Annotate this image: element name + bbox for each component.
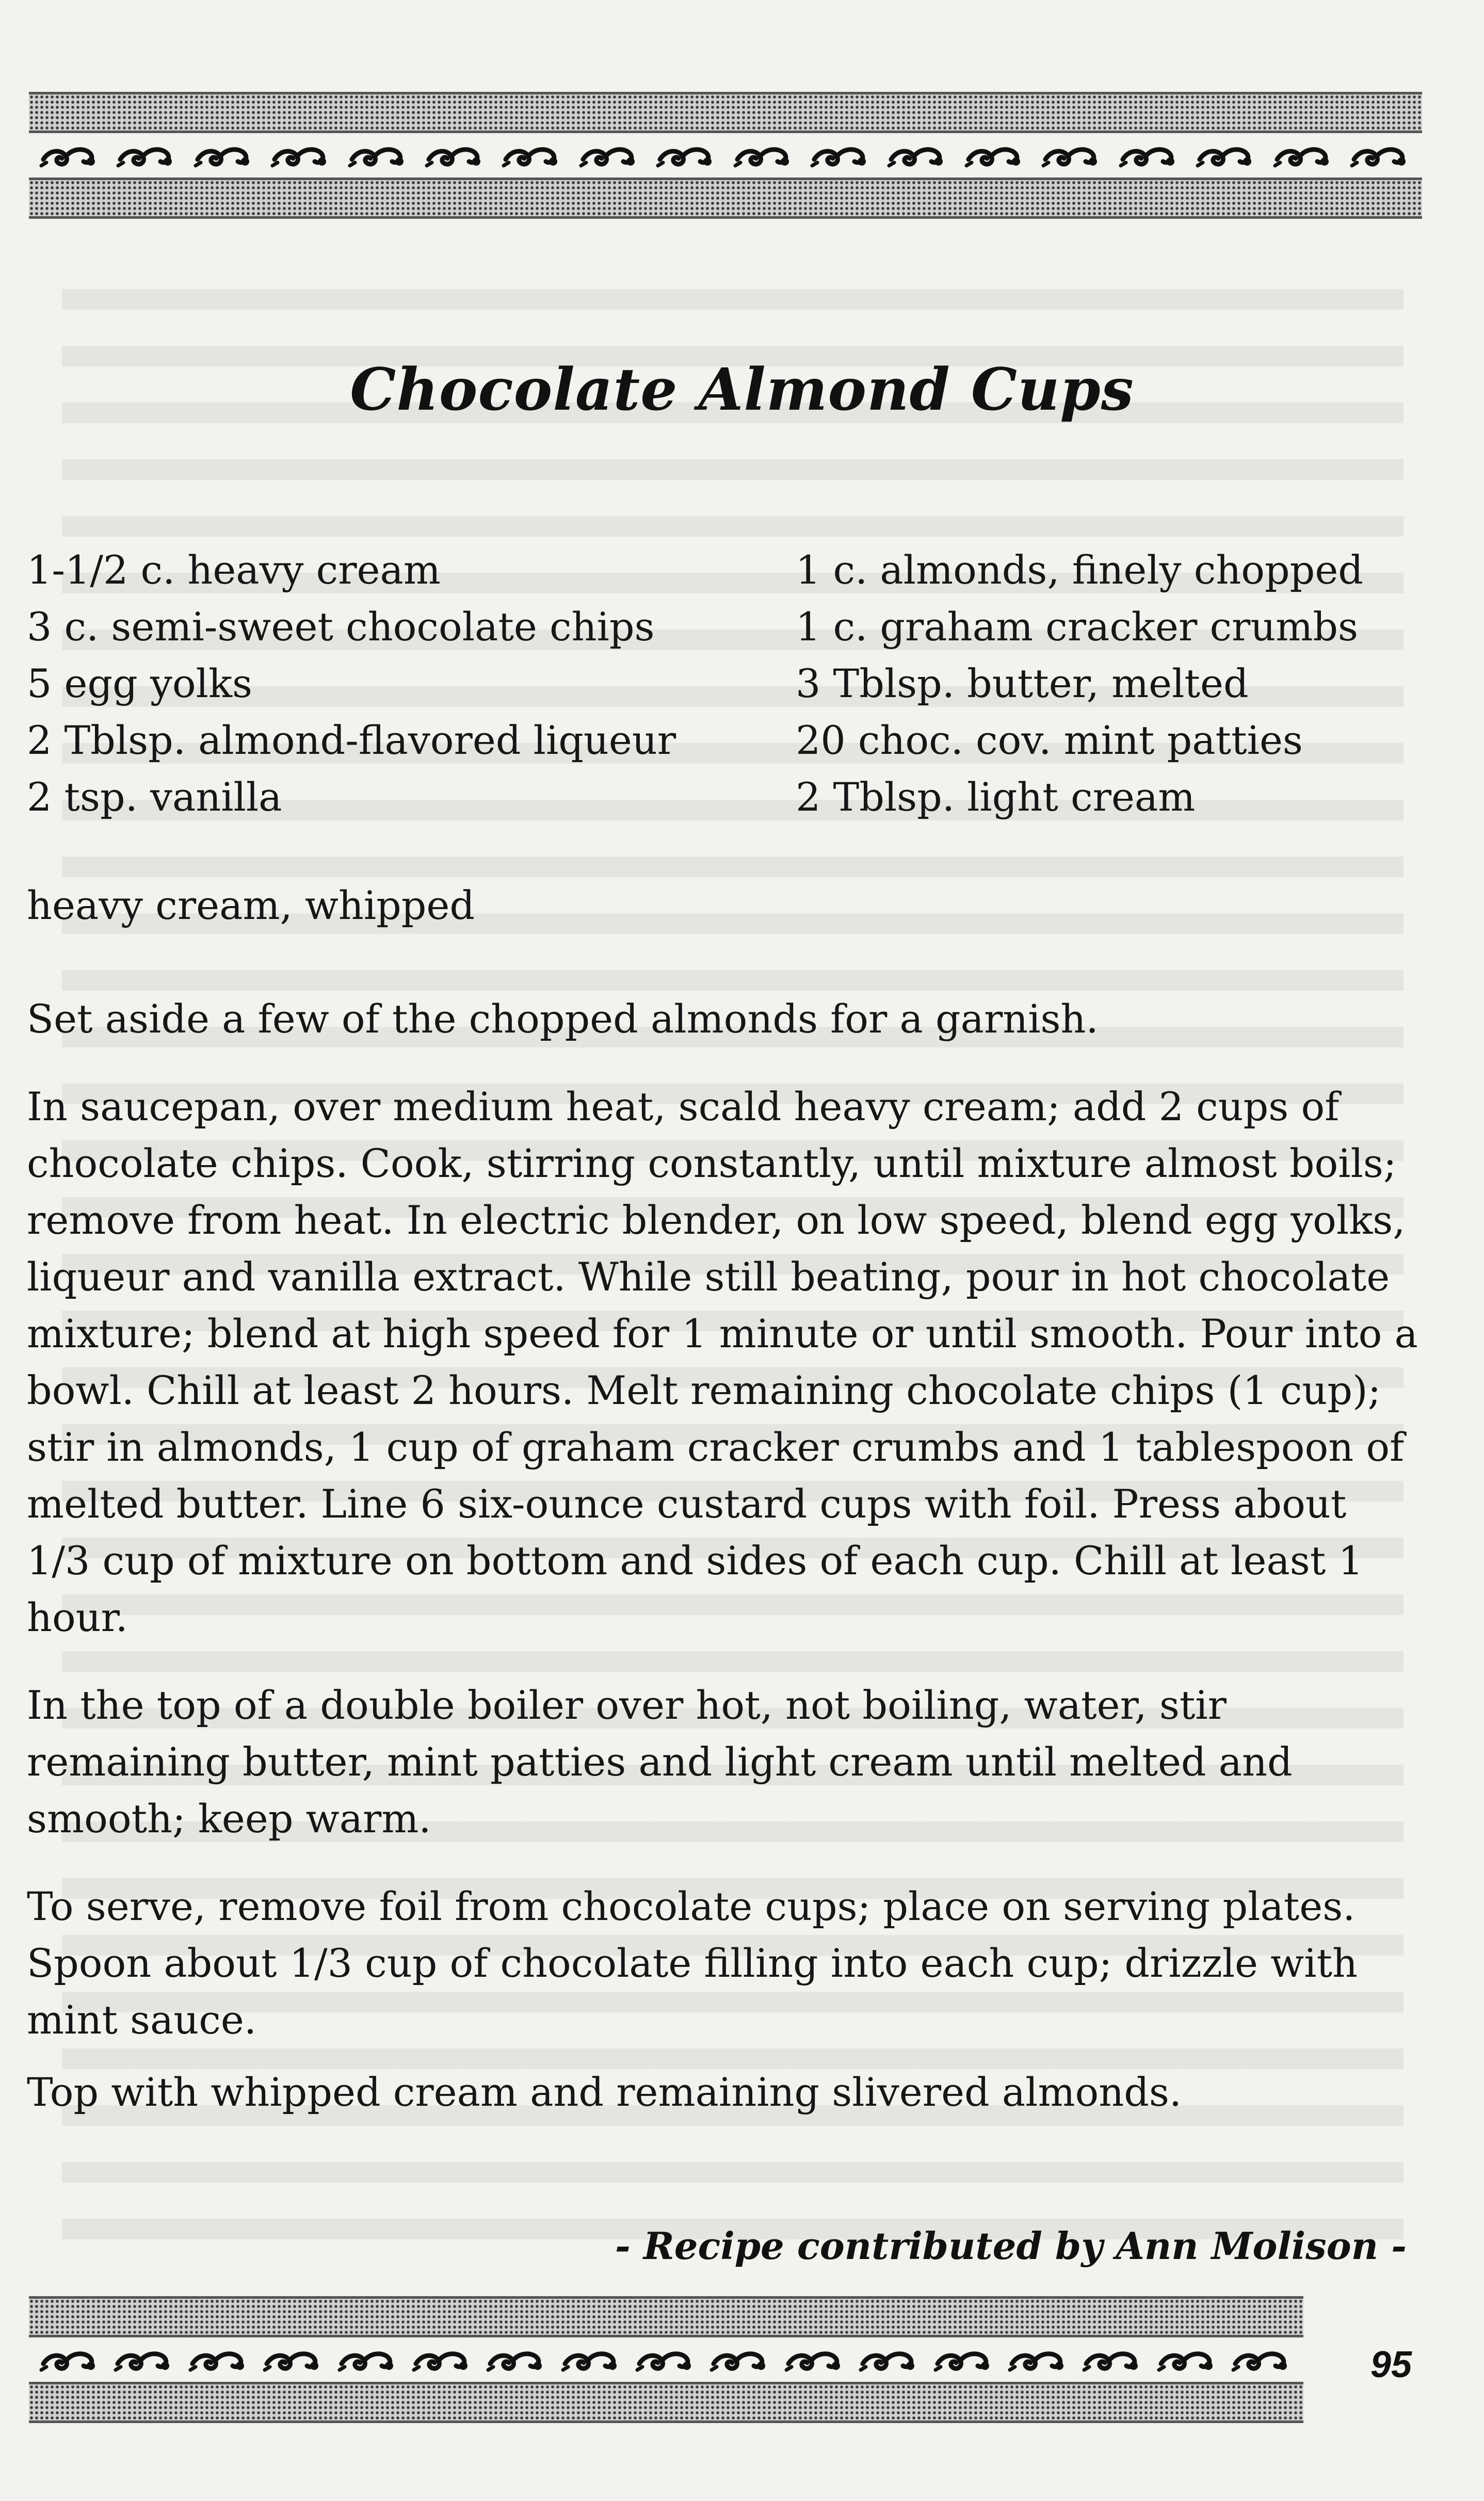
scroll-ornament-icon [425,139,487,172]
scroll-ornament-icon [784,2343,846,2376]
scroll-ornament-icon [188,2343,250,2376]
scroll-ornament-icon [810,139,872,172]
scroll-ornament-icon [193,139,255,172]
scroll-ornament-icon [263,2343,325,2376]
ingredient-item: 2 Tblsp. light cream [796,774,1196,820]
scroll-ornament-icon [116,139,178,172]
scroll-ornament-icon [561,2343,623,2376]
bottom-band-dotted-strip-lower [29,2382,1303,2423]
scroll-ornament-icon [348,139,410,172]
scroll-ornament-icon [733,139,795,172]
scroll-ornament-icon [933,2343,995,2376]
ingredient-item: 20 choc. cov. mint patties [796,717,1303,763]
recipe-credit: - Recipe contributed by Ann Molison - [615,2224,1407,2268]
scroll-ornament-icon [270,139,332,172]
scroll-ornament-icon [337,2343,399,2376]
ingredient-column-left [27,542,796,826]
scroll-ornament-icon [1119,139,1181,172]
ingredient-item: 2 tsp. vanilla [27,774,282,820]
ingredient-item: 3 Tblsp. butter, melted [796,660,1249,706]
scroll-ornament-icon [502,139,563,172]
scroll-ornament-icon [486,2343,548,2376]
instruction-paragraph: In the top of a double boiler over hot, not boiling, water, stir remaining butter, mint patties and light cream until melted and smooth; keep warm. [27,1682,1293,1842]
scroll-ornament-icon [39,2343,101,2376]
scroll-ornament-icon [1008,2343,1070,2376]
ingredient-item: 1 c. almonds, finely chopped [796,547,1363,593]
scroll-ornament-icon [1196,139,1257,172]
ingredient-list [27,542,1451,826]
scroll-ornament-icon [114,2343,175,2376]
scroll-ornament-icon [964,139,1026,172]
instructions [27,991,1420,2152]
scroll-ornament-icon [887,139,949,172]
instruction-paragraph: In saucepan, over medium heat, scald heavy cream; add 2 cups of chocolate chips. Cook, stirring constantly, until mixture almost boils; remove from heat. In electric blender, on low speed, blend egg yolks, liqueur and vanilla extract. While still beating, pour in hot chocolate mixture; blend at high speed for 1 minute or until smooth. Pour into a bowl. Chill at least 2 hours. Melt remaining chocolate chips (1 cup); stir in almonds, 1 cup of graham cracker crumbs and 1 tablespoon of melted butter. Line 6 six-ounce custard cups with foil. Press about 1/3 cup of mixture on bottom and sides of each cup. Chill at least 1 hour. [27,1084,1418,1640]
ingredient-item: 3 c. semi-sweet chocolate chips [27,604,655,650]
ingredient-item: 2 Tblsp. almond-flavored liqueur [27,717,676,763]
bottom-ornament-row [29,2337,1303,2382]
instruction-paragraph: To serve, remove foil from chocolate cups; place on serving plates. Spoon about 1/3 cup of chocolate filling into each cup; drizzle with mint sauce. [27,1883,1358,2043]
bottom-band-dotted-strip [29,2296,1303,2337]
top-band-dotted-strip-lower [29,178,1422,219]
ingredient-extra: heavy cream, whipped [27,882,475,928]
scroll-ornament-icon [709,2343,771,2376]
instruction-paragraph: Set aside a few of the chopped almonds for a garnish. [27,996,1099,1042]
scroll-ornament-icon [39,139,101,172]
ingredient-column-right [796,542,1451,826]
scroll-ornament-icon [656,139,718,172]
scroll-ornament-icon [1157,2343,1219,2376]
scroll-ornament-icon [1273,139,1335,172]
ingredient-item: 1-1/2 c. heavy cream [27,547,441,593]
top-band-dotted-strip [29,92,1422,133]
top-ornament-row [29,133,1422,178]
bottom-decorative-band [29,2296,1303,2423]
scroll-ornament-icon [1231,2343,1293,2376]
ingredient-item: 5 egg yolks [27,660,252,706]
page-number: 95 [1370,2344,1412,2385]
recipe-title: Chocolate Almond Cups [350,356,1134,424]
ingredient-item: 1 c. graham cracker crumbs [796,604,1359,650]
scroll-ornament-icon [1082,2343,1144,2376]
instruction-paragraph: Top with whipped cream and remaining slivered almonds. [27,2069,1182,2115]
top-decorative-band [29,92,1422,219]
scroll-ornament-icon [635,2343,697,2376]
scroll-ornament-icon [1041,139,1103,172]
scroll-ornament-icon [412,2343,474,2376]
scroll-ornament-icon [579,139,641,172]
scroll-ornament-icon [1350,139,1412,172]
scroll-ornament-icon [859,2343,921,2376]
